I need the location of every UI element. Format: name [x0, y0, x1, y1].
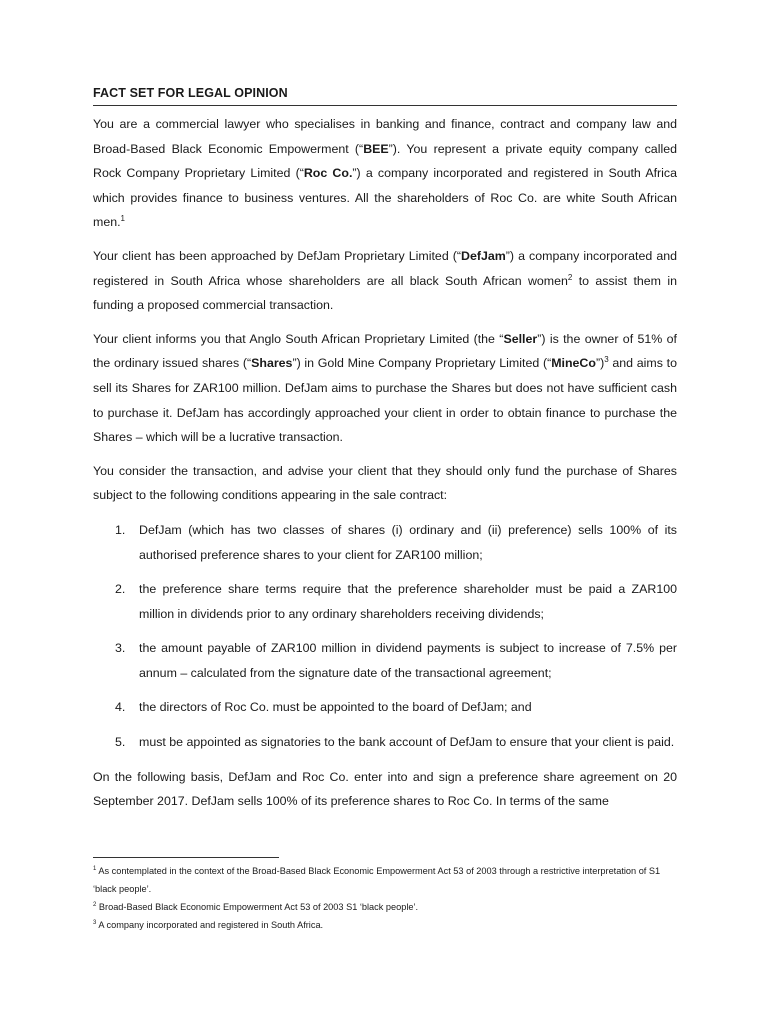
footnote-ref-1: 1	[120, 214, 125, 224]
footnote-text: As contemplated in the context of the Broad-Based Black Economic Empowerment Act 53 of 2003 through a restrictive interpretation of S1 ‘black people’.	[93, 866, 661, 894]
defined-term-roc-co: Roc Co.	[303, 166, 353, 181]
document-heading: FACT SET FOR LEGAL OPINION	[93, 84, 677, 106]
footnote-ref-3: 3	[604, 355, 609, 365]
footnote-marker: 2	[93, 901, 97, 908]
text-run: ”)	[595, 356, 605, 371]
paragraph-transaction	[93, 327, 677, 450]
text-run: You are a commercial lawyer who specialises in banking and finance, contract and company law and Broad-Based Black Economic Empowerment (“	[93, 117, 677, 156]
footnote-3	[93, 916, 677, 934]
paragraph-client-approach	[93, 244, 677, 318]
list-item-text: must be appointed as signatories to the bank account of DefJam to ensure that your client is paid.	[139, 735, 675, 750]
paragraph-agreement: On the following basis, DefJam and Roc Co. enter into and sign a preference share agreement on 20 September 2017. DefJam sells 100% of its preference shares to Roc Co. In terms of the same	[93, 769, 677, 809]
list-item-text: the preference share terms require that the preference shareholder must be paid a ZAR100 million in dividends prior to any ordinary shareholders receiving dividends;	[139, 582, 677, 621]
footnotes	[93, 862, 677, 934]
footnote-1	[93, 862, 677, 898]
footnote-marker: 1	[93, 865, 97, 872]
text-run: Your client has been approached by DefJam Proprietary Limited (“	[93, 248, 462, 263]
paragraph-advice: You consider the transaction, and advise your client that they should only fund the purchase of Shares subject to the following conditions appearing in the sale contract:	[93, 463, 677, 503]
defined-term-bee: BEE	[363, 141, 389, 156]
footnote-marker: 3	[93, 919, 97, 926]
conditions-list	[93, 518, 677, 755]
list-number: 3.	[115, 641, 126, 656]
list-item	[93, 730, 677, 755]
text-run: ”) in Gold Mine Company Proprietary Limited (“	[292, 356, 552, 371]
list-item-text: the directors of Roc Co. must be appointed to the board of DefJam; and	[139, 700, 532, 715]
footnote-ref-2: 2	[567, 272, 573, 282]
list-item	[93, 577, 677, 626]
list-number: 1.	[115, 522, 126, 537]
document-page	[93, 84, 677, 814]
text-run: and aims to sell its Shares for ZAR100 million. DefJam aims to purchase the Shares but does not have sufficient cash to purchase it. DefJam has accordingly approached your client in order to obtain finance to purchase the Shares – which will be a lucrative transaction.	[93, 356, 677, 445]
defined-term-mineco: MineCo	[551, 356, 596, 371]
defined-term-defjam: DefJam	[461, 248, 506, 263]
text-run: ”) a company incorporated and registered in South Africa which provides finance to business ventures. All the shareholders of Roc Co. are white South African men.	[93, 166, 678, 230]
list-number: 2.	[115, 582, 126, 597]
list-number: 4.	[115, 700, 126, 715]
footnote-text: A company incorporated and registered in South Africa.	[96, 920, 324, 930]
list-item	[93, 695, 677, 720]
text-run: ”) a company incorporated and registered in South Africa whose shareholders are all black South African women	[93, 248, 677, 288]
paragraph-intro	[93, 112, 677, 235]
list-number: 5.	[115, 735, 126, 750]
list-item-text: DefJam (which has two classes of shares (i) ordinary and (ii) preference) sells 100% of its authorised preference shares to your client for ZAR100 million;	[139, 522, 677, 562]
list-item	[93, 636, 677, 685]
defined-term-shares: Shares	[251, 356, 293, 371]
text-run: ”). You represent a private equity company called Rock Company Proprietary Limited (“	[93, 141, 677, 181]
footnote-2	[93, 898, 677, 916]
text-run: ”) is the owner of 51% of the ordinary issued shares (“	[93, 331, 677, 371]
list-item-text: the amount payable of ZAR100 million in dividend payments is subject to increase of 7.5% per annum – calculated from the signature date of the transactional agreement;	[139, 641, 677, 680]
footnote-text: Broad-Based Black Economic Empowerment Act 53 of 2003 S1 ‘black people’.	[96, 902, 419, 912]
text-run: to assist them in funding a proposed commercial transaction.	[93, 273, 677, 313]
text-run: Your client informs you that Anglo South African Proprietary Limited (the “	[93, 331, 504, 346]
defined-term-seller: Seller	[503, 331, 538, 346]
list-item	[93, 518, 677, 567]
footnote-divider	[93, 857, 279, 858]
